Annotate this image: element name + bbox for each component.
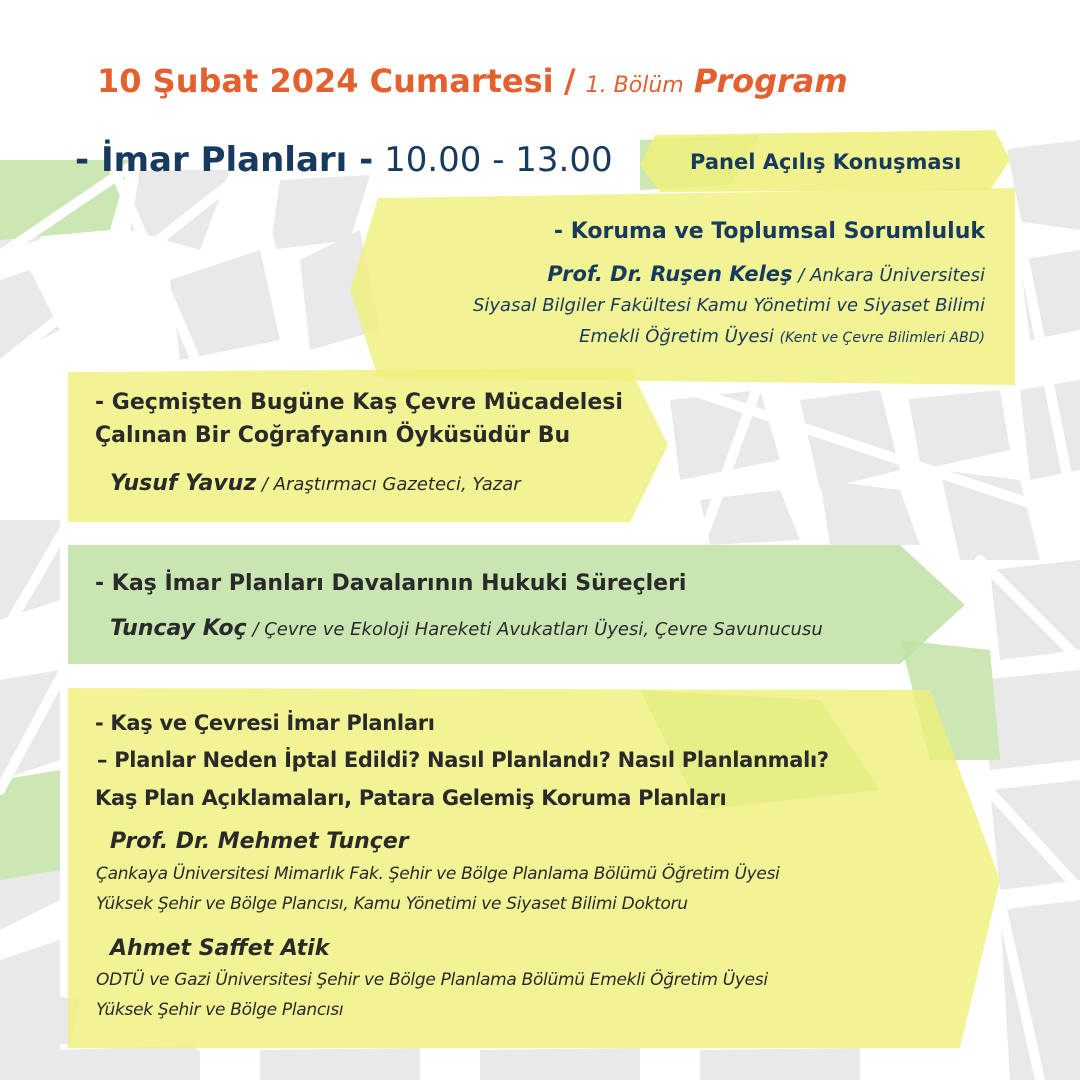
speaker-affiliation: Yüksek Şehir ve Bölge Plancısı xyxy=(96,1000,344,1020)
talk-title: - Koruma ve Toplumsal Sorumluluk xyxy=(553,219,985,244)
speaker-name: Prof. Dr. Mehmet Tunçer xyxy=(110,829,409,854)
speaker-name: Tuncay Koç xyxy=(110,616,247,641)
session-time: 10.00 - 13.00 xyxy=(384,140,613,180)
talk-title: – Planlar Neden İptal Edildi? Nasıl Planlandı? Nasıl Planlanmalı? xyxy=(97,748,829,772)
program-part: 1. Bölüm xyxy=(585,73,684,98)
speaker-affiliation: Yüksek Şehir ve Bölge Plancısı, Kamu Yönetimi ve Siyaset Bilimi Doktoru xyxy=(96,894,688,914)
speaker-affiliation: / Çevre ve Ekoloji Hareketi Avukatları Üyesi, Çevre Savunucusu xyxy=(252,619,823,640)
talk-speaker-line xyxy=(547,262,985,286)
speaker-name: Prof. Dr. Ruşen Keleş xyxy=(547,262,793,286)
speaker-affiliation: Siyasal Bilgiler Fakültesi Kamu Yönetimi ve Siyaset Bilimi xyxy=(472,295,985,316)
speaker-affiliation: / Ankara Üniversitesi xyxy=(798,265,985,286)
talk-title: - Geçmişten Bugüne Kaş Çevre Mücadelesi xyxy=(95,390,623,415)
header-separator: / xyxy=(563,62,576,100)
speaker-affiliation: Emekli Öğretim Üyesi xyxy=(579,326,774,347)
highlight-band-talk-3 xyxy=(68,545,965,664)
program-label: Program xyxy=(693,62,848,100)
highlight-band-talk-1 xyxy=(350,188,1015,385)
speaker-affiliation-line xyxy=(579,326,985,347)
speaker-name: Ahmet Saffet Atik xyxy=(110,936,330,961)
speaker-name: Yusuf Yavuz xyxy=(110,471,257,496)
speaker-affiliation: / Araştırmacı Gazeteci, Yazar xyxy=(261,474,521,495)
talk-speaker-line xyxy=(110,471,521,496)
talk-title: Çalınan Bir Coğrafyanın Öyküsüdür Bu xyxy=(95,423,571,448)
talk-title: - Kaş ve Çevresi İmar Planları xyxy=(95,711,435,735)
talk-title: Kaş Plan Açıklamaları, Patara Gelemiş Koruma Planları xyxy=(95,786,727,810)
speaker-affiliation-note: (Kent ve Çevre Bilimleri ABD) xyxy=(779,330,985,346)
speaker-affiliation: ODTÜ ve Gazi Üniversitesi Şehir ve Bölge Planlama Bölümü Emekli Öğretim Üyesi xyxy=(96,970,768,990)
program-date: 10 Şubat 2024 Cumartesi xyxy=(97,62,554,100)
session-heading xyxy=(75,140,613,180)
talk-title: - Kaş İmar Planları Davalarının Hukuki Süreçleri xyxy=(95,571,687,596)
panel-opening: Panel Açılış Konuşması xyxy=(690,150,962,174)
session-title: - İmar Planları - xyxy=(75,140,374,180)
talk-speaker-line xyxy=(110,616,823,641)
speaker-affiliation: Çankaya Üniversitesi Mimarlık Fak. Şehir ve Bölge Planlama Bölümü Öğretim Üyesi xyxy=(96,864,780,884)
program-header xyxy=(97,62,848,100)
